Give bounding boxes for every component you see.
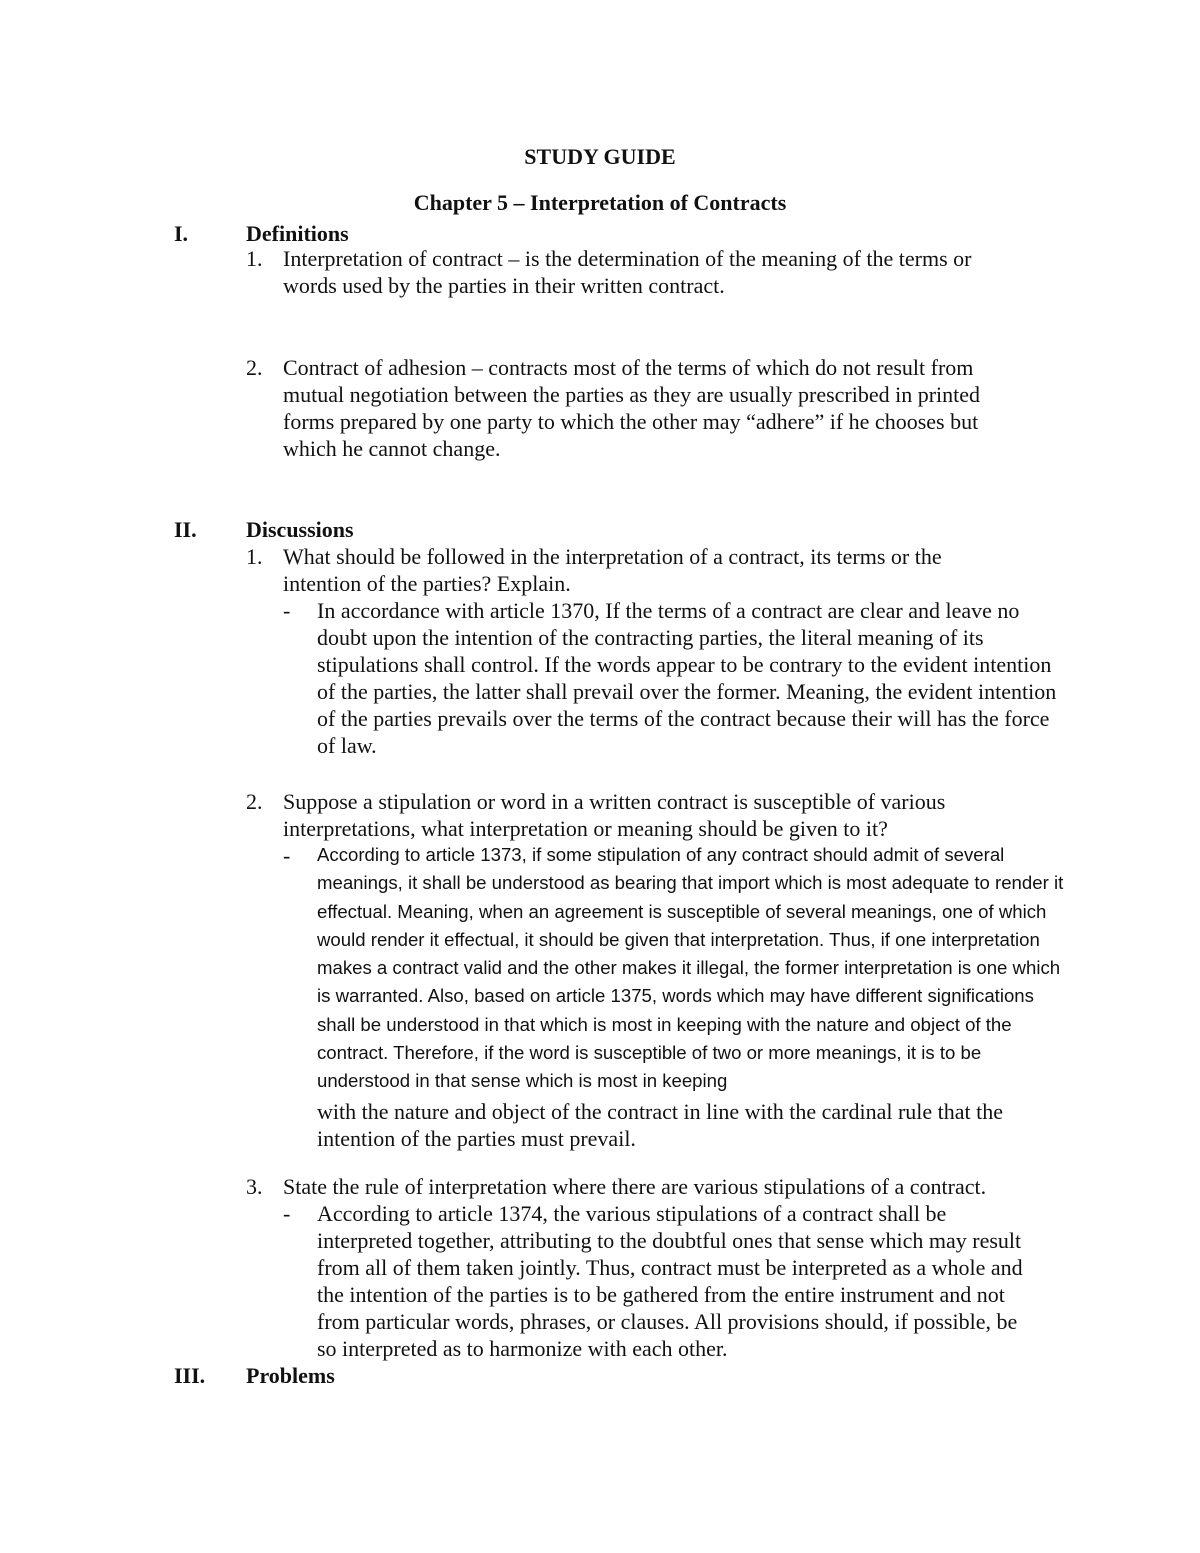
section-heading-discussions: Discussions (246, 517, 354, 542)
discussion-question-1: What should be followed in the interpretation of a contract, its terms or the intention of the parties? Explain. (283, 544, 942, 596)
document-title: STUDY GUIDE (524, 144, 676, 169)
section-heading-problems: Problems (246, 1363, 335, 1388)
discussion-answer-2-tail: with the nature and object of the contract in line with the cardinal rule that the intention of the parties must prevail. (317, 1099, 1004, 1151)
section-numeral: II. (174, 517, 197, 542)
chapter-title: Chapter 5 – Interpretation of Contracts (413, 190, 787, 215)
section-heading-definitions: Definitions (246, 221, 349, 246)
discussion-question-2: Suppose a stipulation or word in a written contract is susceptible of various interpretations, what interpretation or meaning should be given to it? (283, 789, 946, 841)
bullet-dash: - (283, 1201, 291, 1226)
item-number: 1. (246, 246, 263, 271)
bullet-dash: - (283, 598, 291, 623)
discussion-answer-3: According to article 1374, the various stipulations of a contract shall be interpreted together, attributing to the doubtful ones that sense which may result from all of them taken jointly. Thus, contract must be interpreted as a whole and the intention of the parties is to be gathered from the entire instrument and not from particular words, phrases, or clauses. All provisions should, if possible, be so interpreted as to harmonize with each other. (317, 1201, 1023, 1361)
item-number: 2. (246, 789, 263, 814)
item-number: 3. (246, 1174, 263, 1199)
item-number: 2. (246, 355, 263, 380)
section-numeral: III. (174, 1363, 206, 1388)
discussion-question-3: State the rule of interpretation where there are various stipulations of a contract. (283, 1174, 987, 1199)
discussion-answer-2-sans: According to article 1373, if some stipulation of any contract should admit of several meanings, it shall be understood as bearing that import which is most adequate to render it effectual. Meaning, when an agreement is susceptible of several meanings, one of which would render it effectual, it should be given that interpretation. Thus, if one interpretation makes a contract valid and the other makes it illegal, the former interpretation is one which is warranted. Also, based on article 1375, words which may have different significations shall be understood in that which is most in keeping with the nature and object of the contract. Therefore, if the word is susceptible of two or more meanings, it is to be understood in that sense which is most in keeping (317, 844, 1064, 1092)
definition-interpretation: Interpretation of contract – is the determination of the meaning of the terms or words used by the parties in their written contract. (283, 246, 972, 298)
discussion-answer-1: In accordance with article 1370, If the terms of a contract are clear and leave no doubt upon the intention of the contracting parties, the literal meaning of its stipulations shall control. If the words appear to be contrary to the evident intention of the parties, the latter shall prevail over the former. Meaning, the evident intention of the parties prevails over the terms of the contract because their will has the force of law. (317, 598, 1057, 758)
bullet-dash: - (283, 843, 291, 868)
section-numeral: I. (174, 221, 189, 246)
item-number: 1. (246, 544, 263, 569)
definition-adhesion: Contract of adhesion – contracts most of the terms of which do not result from mutual negotiation between the parties as they are usually prescribed in printed forms prepared by one party to which the other may “adhere” if he chooses but which he cannot change. (283, 355, 981, 461)
